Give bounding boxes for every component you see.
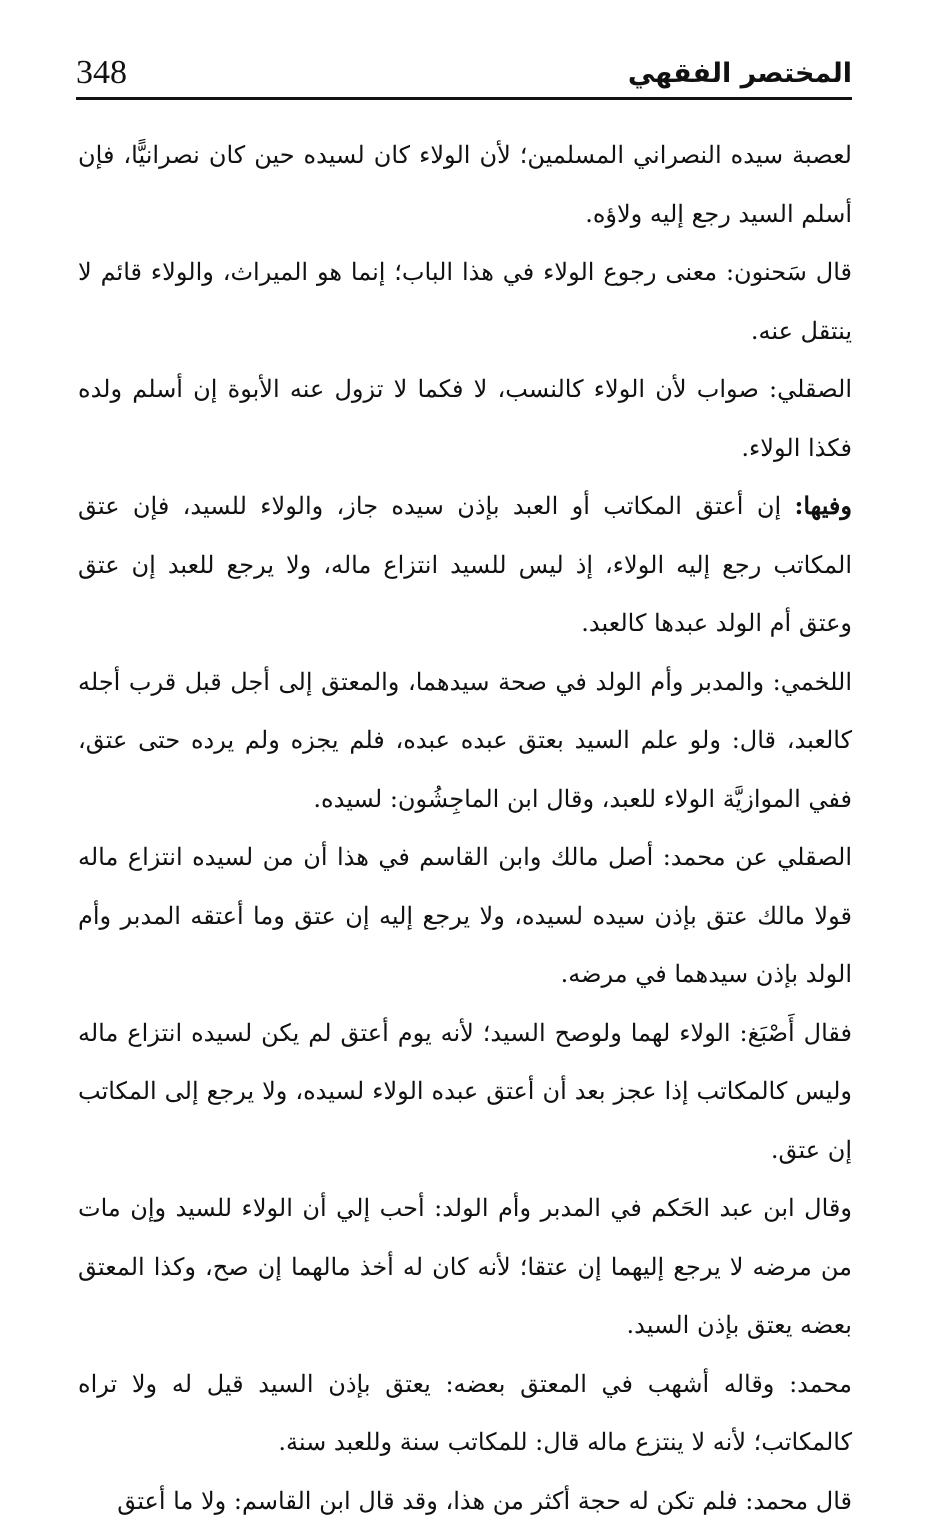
page-header xyxy=(76,52,852,96)
paragraph-lead: وفيها: xyxy=(794,491,852,520)
paragraph-text: إن أعتق المكاتب أو العبد بإذن سيده جاز، والولاء للسيد، فإن عتق المكاتب رجع إليه الولاء، إذ ليس للسيد انتزاع ماله، ولا يرجع للعبد إن عتق وعتق أم الولد عبدها كالعبد. xyxy=(78,492,852,637)
running-title: المختصر الفقهي xyxy=(628,54,852,94)
paragraph-text: قال محمد: فلم تكن له حجة أكثر من هذا، وقد قال ابن القاسم: ولا ما أعتق xyxy=(117,1487,852,1515)
paragraph xyxy=(78,477,852,653)
paragraph xyxy=(78,1179,852,1355)
paragraph xyxy=(78,1472,852,1530)
paragraph-text: محمد: وقاله أشهب في المعتق بعضه: يعتق بإذن السيد قيل له ولا تراه كالمكاتب؛ لأنه لا ينتزع ماله قال: للمكاتب سنة وللعبد سنة. xyxy=(78,1370,852,1457)
paragraph-text: لعصبة سيده النصراني المسلمين؛ لأن الولاء كان لسيده حين كان نصرانيًّا، فإن أسلم السيد رجع إليه ولاؤه. xyxy=(78,141,852,228)
paragraph xyxy=(78,828,852,1004)
paragraph xyxy=(78,360,852,477)
paragraph xyxy=(78,653,852,829)
paragraph-text: وقال ابن عبد الحَكم في المدبر وأم الولد: أحب إلي أن الولاء للسيد وإن مات من مرضه لا يرجع إليهما إن عتقا؛ لأنه كان له أخذ مالهما إن صح، وكذا المعتق بعضه يعتق بإذن السيد. xyxy=(78,1194,852,1339)
paragraph-text: قال سَحنون: معنى رجوع الولاء في هذا الباب؛ إنما هو الميراث، والولاء قائم لا ينتقل عنه. xyxy=(78,258,852,345)
paragraph-text: اللخمي: والمدبر وأم الولد في صحة سيدهما، والمعتق إلى أجل قبل قرب أجله كالعبد، قال: ولو علم السيد بعتق عبده عبده، فلم يجزه ولم يرده حتى عتق، ففي الموازيَّة الولاء للعبد، وقال ابن الماجِشُون: لسيده. xyxy=(78,668,852,813)
body-text xyxy=(78,126,852,1530)
paragraph xyxy=(78,243,852,360)
paragraph xyxy=(78,1355,852,1472)
page-number: 348 xyxy=(76,52,127,94)
paragraph-text: فقال أَصْبَغ: الولاء لهما ولوصح السيد؛ لأنه يوم أعتق لم يكن لسيده انتزاع ماله وليس كالمكاتب إذا عجز بعد أن أعتق عبده الولاء لسيده، ولا يرجع إلى المكاتب إن عتق. xyxy=(78,1019,852,1164)
header-rule xyxy=(76,97,852,100)
paragraph xyxy=(78,126,852,243)
paragraph-text: الصقلي عن محمد: أصل مالك وابن القاسم في هذا أن من لسيده انتزاع ماله قولا مالك عتق بإذن سيده لسيده، ولا يرجع إليه إن عتق وما أعتقه المدبر وأم الولد بإذن سيدهما في مرضه. xyxy=(78,843,852,988)
paragraph xyxy=(78,1004,852,1180)
paragraph-text: الصقلي: صواب لأن الولاء كالنسب، لا فكما لا تزول عنه الأبوة إن أسلم ولده فكذا الولاء. xyxy=(78,375,852,462)
